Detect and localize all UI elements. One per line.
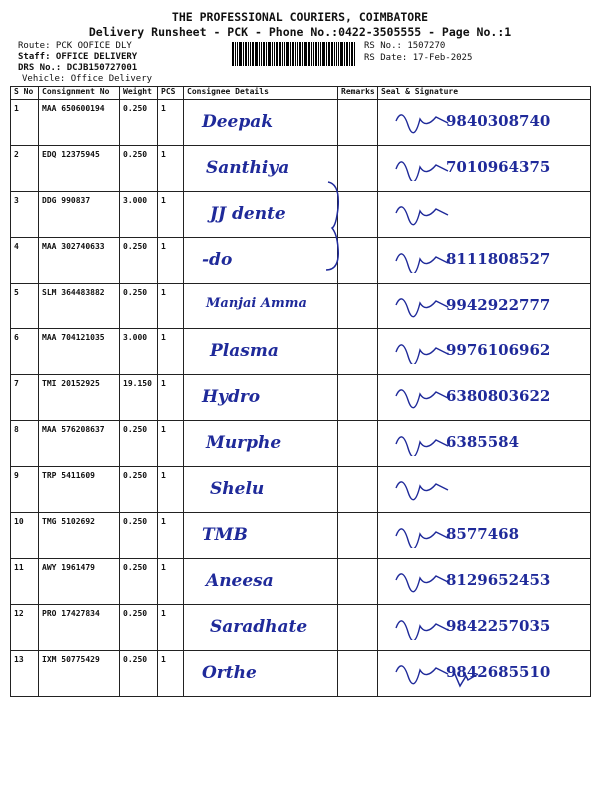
signature-phone: 7010964375	[446, 157, 551, 176]
signature-cell	[378, 100, 591, 146]
barcode-bar	[336, 42, 337, 66]
barcode-bar	[320, 42, 321, 66]
runsheet-subtitle: Delivery Runsheet - PCK - Phone No.:0422-3505555 - Page No.:1	[88, 25, 512, 39]
barcode-bar	[239, 42, 242, 66]
consignment-no: IXM 50775429	[39, 650, 120, 696]
barcode-bar	[235, 42, 236, 66]
row-sno: 11	[11, 558, 39, 604]
signature-phone: 8111808527	[446, 249, 551, 268]
consignee-handwriting: Aneesa	[206, 570, 274, 591]
signature-scribble	[392, 518, 452, 548]
signature-phone: 9842685510	[446, 662, 551, 681]
company-title: THE PROFESSIONAL COURIERS, COIMBATORE	[171, 10, 429, 24]
barcode-bar	[255, 42, 258, 66]
consignee-cell	[184, 100, 338, 146]
signature-cell	[378, 421, 591, 467]
barcode-bar	[302, 42, 303, 66]
weight-cell: 3.000	[120, 191, 158, 237]
barcode-bar	[266, 42, 267, 66]
barcode-bar	[245, 42, 247, 66]
table-row	[11, 421, 591, 467]
consignee-cell	[184, 467, 338, 513]
consignee-cell	[184, 283, 338, 329]
consignee-cell	[184, 604, 338, 650]
barcode-bar	[318, 42, 319, 66]
consignee-handwriting: Plasma	[210, 341, 279, 362]
barcode-bar	[354, 42, 355, 66]
row-sno: 1	[11, 100, 39, 146]
table-row	[11, 467, 591, 513]
weight-cell: 0.250	[120, 558, 158, 604]
signature-cell	[378, 237, 591, 283]
signature-scribble	[392, 564, 452, 594]
weight-cell: 0.250	[120, 604, 158, 650]
pcs-cell: 1	[158, 467, 184, 513]
table-row	[11, 145, 591, 191]
signature-cell	[378, 604, 591, 650]
remarks-cell	[338, 329, 378, 375]
signature-phone: 8129652453	[446, 570, 551, 589]
signature-phone: 8577468	[446, 525, 520, 544]
pcs-cell: 1	[158, 191, 184, 237]
consignee-handwriting: Manjai Amma	[206, 295, 307, 311]
consignment-no: MAA 576208637	[39, 421, 120, 467]
barcode-bar	[259, 42, 260, 66]
barcode-bar	[340, 42, 343, 66]
consignee-cell	[184, 145, 338, 191]
col-header-signature: Seal & Signature	[378, 87, 591, 100]
consignee-cell	[184, 191, 338, 237]
signature-phone: 9976106962	[446, 341, 551, 360]
pcs-cell: 1	[158, 329, 184, 375]
col-header-consignment: Consignment No	[39, 87, 120, 100]
barcode-bar	[290, 42, 291, 66]
pcs-cell: 1	[158, 237, 184, 283]
consignee-cell	[184, 558, 338, 604]
consignee-handwriting: Saradhate	[210, 616, 308, 637]
barcode-bar	[263, 42, 265, 66]
col-header-pcs: PCS	[158, 87, 184, 100]
signature-phone: 9942922777	[446, 295, 551, 314]
row-sno: 5	[11, 283, 39, 329]
barcode-bar	[351, 42, 353, 66]
consignee-cell	[184, 237, 338, 283]
consignee-handwriting: Murphe	[206, 433, 282, 454]
barcode-bar	[322, 42, 325, 66]
pcs-cell: 1	[158, 145, 184, 191]
barcode-bar	[292, 42, 294, 66]
barcode-bar	[284, 42, 285, 66]
consignee-cell	[184, 329, 338, 375]
remarks-cell	[338, 513, 378, 559]
barcode-bar	[295, 42, 296, 66]
barcode-bar	[328, 42, 330, 66]
consignment-no: TMG 5102692	[39, 513, 120, 559]
vehicle-text: Vehicle: Office Delivery	[22, 74, 153, 84]
col-header-consignee: Consignee Details	[184, 87, 338, 100]
row-sno: 4	[11, 237, 39, 283]
bracket-mark	[318, 178, 348, 274]
consignment-no: EDQ 12375945	[39, 145, 120, 191]
remarks-cell	[338, 650, 378, 696]
barcode-bar	[282, 42, 283, 66]
consignment-no: SLM 364483882	[39, 283, 120, 329]
consignment-no: MAA 302740633	[39, 237, 120, 283]
barcode-bar	[299, 42, 301, 66]
remarks-cell	[338, 558, 378, 604]
remarks-cell	[338, 283, 378, 329]
table-row	[11, 283, 591, 329]
runsheet-table	[10, 86, 591, 697]
weight-cell: 0.250	[120, 100, 158, 146]
consignee-handwriting: -do	[202, 249, 233, 270]
weight-cell: 3.000	[120, 329, 158, 375]
row-sno: 6	[11, 329, 39, 375]
table-header-row	[11, 87, 591, 100]
barcode-bar	[279, 42, 281, 66]
signature-cell	[378, 650, 591, 696]
col-header-weight: Weight	[120, 87, 158, 100]
barcode-bar	[268, 42, 271, 66]
signature-scribble	[392, 610, 452, 640]
barcode-bar	[313, 42, 314, 66]
weight-cell: 0.250	[120, 237, 158, 283]
row-sno: 2	[11, 145, 39, 191]
staff-text: Staff: OFFICE DELIVERY	[18, 52, 138, 62]
pcs-cell: 1	[158, 650, 184, 696]
drs-number: DRS No.: DCJB150727001	[18, 63, 138, 73]
barcode-bar	[276, 42, 278, 66]
route-text: Route: PCK OOFICE DLY	[18, 41, 132, 51]
table-row	[11, 237, 591, 283]
barcode	[232, 42, 356, 66]
weight-cell: 0.250	[120, 145, 158, 191]
weight-cell: 0.250	[120, 283, 158, 329]
weight-cell: 0.250	[120, 650, 158, 696]
col-header-sno: S No	[11, 87, 39, 100]
barcode-bar	[331, 42, 333, 66]
signature-scribble	[392, 243, 452, 273]
consignment-no: DDG 990837	[39, 191, 120, 237]
remarks-cell	[338, 604, 378, 650]
row-sno: 3	[11, 191, 39, 237]
table-row	[11, 100, 591, 146]
signature-scribble	[392, 105, 452, 135]
barcode-bar	[248, 42, 249, 66]
pcs-cell: 1	[158, 604, 184, 650]
row-sno: 12	[11, 604, 39, 650]
table-row	[11, 191, 591, 237]
signature-scribble	[392, 656, 452, 686]
barcode-bar	[272, 42, 273, 66]
signature-cell	[378, 467, 591, 513]
signature-scribble	[392, 334, 452, 364]
row-sno: 9	[11, 467, 39, 513]
table-row	[11, 604, 591, 650]
row-sno: 7	[11, 375, 39, 421]
consignment-no: MAA 650600194	[39, 100, 120, 146]
barcode-bar	[311, 42, 312, 66]
consignee-handwriting: Hydro	[202, 387, 261, 408]
rs-date: RS Date: 17-Feb-2025	[364, 53, 473, 63]
signature-cell	[378, 329, 591, 375]
barcode-bar	[286, 42, 289, 66]
signature-phone: 9842257035	[446, 616, 551, 635]
consignment-no: MAA 704121035	[39, 329, 120, 375]
barcode-bar	[349, 42, 350, 66]
table-row	[11, 375, 591, 421]
barcode-bar	[243, 42, 244, 66]
barcode-bar	[304, 42, 307, 66]
table-row	[11, 513, 591, 559]
table-row	[11, 558, 591, 604]
pcs-cell: 1	[158, 100, 184, 146]
signature-cell	[378, 558, 591, 604]
remarks-cell	[338, 100, 378, 146]
col-header-remarks: Remarks	[338, 87, 378, 100]
consignee-handwriting: Santhiya	[206, 157, 290, 178]
signature-cell	[378, 283, 591, 329]
consignee-handwriting: Deepak	[202, 112, 274, 132]
barcode-bar	[315, 42, 317, 66]
consignee-handwriting: JJ dente	[210, 203, 286, 224]
row-sno: 8	[11, 421, 39, 467]
remarks-cell	[338, 467, 378, 513]
signature-cell	[378, 145, 591, 191]
barcode-bar	[326, 42, 327, 66]
row-sno: 10	[11, 513, 39, 559]
signature-cell	[378, 191, 591, 237]
signature-scribble	[392, 289, 452, 319]
signature-cell	[378, 513, 591, 559]
signature-phone: 6385584	[446, 433, 520, 452]
pcs-cell: 1	[158, 513, 184, 559]
barcode-bar	[261, 42, 262, 66]
signature-scribble	[392, 197, 452, 227]
consignee-cell	[184, 375, 338, 421]
consignee-handwriting: Orthe	[202, 662, 257, 683]
signature-scribble	[392, 380, 452, 410]
consignment-no: AWY 1961479	[39, 558, 120, 604]
pcs-cell: 1	[158, 283, 184, 329]
pcs-cell: 1	[158, 558, 184, 604]
weight-cell: 0.250	[120, 467, 158, 513]
signature-scribble	[392, 151, 452, 181]
weight-cell: 0.250	[120, 513, 158, 559]
signature-scribble	[392, 426, 452, 456]
signature-scribble	[392, 472, 452, 502]
signature-phone: 9840308740	[446, 112, 551, 130]
pcs-cell: 1	[158, 421, 184, 467]
consignment-no: PRO 17427834	[39, 604, 120, 650]
tick-mark	[452, 668, 482, 690]
barcode-bar	[274, 42, 275, 66]
barcode-bar	[334, 42, 335, 66]
barcode-bar	[346, 42, 348, 66]
barcode-bar	[232, 42, 234, 66]
pcs-cell: 1	[158, 375, 184, 421]
barcode-bar	[338, 42, 339, 66]
rs-number: RS No.: 1507270	[364, 41, 446, 51]
row-sno: 13	[11, 650, 39, 696]
consignee-cell	[184, 513, 338, 559]
remarks-cell	[338, 421, 378, 467]
weight-cell: 0.250	[120, 421, 158, 467]
remarks-cell	[338, 375, 378, 421]
barcode-bar	[297, 42, 298, 66]
consignee-cell	[184, 650, 338, 696]
weight-cell: 19.150	[120, 375, 158, 421]
consignee-cell	[184, 421, 338, 467]
barcode-bar	[344, 42, 345, 66]
signature-cell	[378, 375, 591, 421]
signature-phone: 6380803622	[446, 387, 551, 406]
barcode-bar	[308, 42, 310, 66]
barcode-bar	[250, 42, 251, 66]
table-row	[11, 650, 591, 696]
table-row	[11, 329, 591, 375]
consignee-handwriting: Shelu	[210, 479, 265, 500]
consignment-no: TRP 5411609	[39, 467, 120, 513]
barcode-bar	[252, 42, 254, 66]
consignment-no: TMI 20152925	[39, 375, 120, 421]
consignee-handwriting: TMB	[202, 525, 248, 546]
barcode-bar	[237, 42, 238, 66]
